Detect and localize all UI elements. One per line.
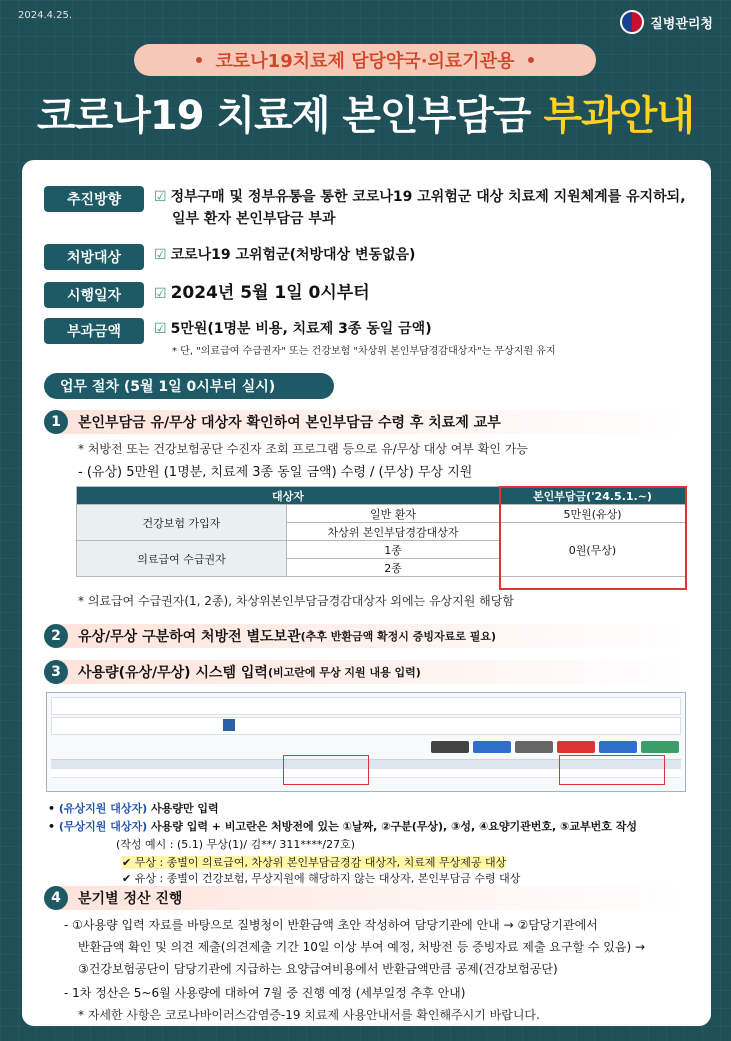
summary-row-amount	[44, 318, 556, 357]
toolbar-button	[473, 741, 511, 753]
summary-text: 2024년 5월 1일 0시부터	[170, 283, 370, 303]
table-cell: 일반 환자	[287, 505, 500, 523]
dot-icon	[528, 57, 534, 63]
toolbar-button	[641, 741, 679, 753]
step1-footnote: * 의료급여 수급권자(1, 2종), 차상위본인부담금경감대상자 외에는 유상지원 해당함	[78, 594, 514, 608]
step4-note: * 자세한 사항은 코로나바이러스감염증-19 치료제 사용안내서를 확인해주시기 바랍니다.	[78, 1008, 540, 1022]
procedure-title: 업무 절차 (5월 1일 0시부터 실시)	[44, 373, 334, 399]
check-line-paid: ✔ 유상 : 종별이 건강보험, 무상지원에 해당하지 않는 대상자, 본인부담금 수령 대상	[122, 872, 521, 885]
filter-bar	[51, 697, 681, 715]
content-card	[22, 160, 711, 1026]
step-title-small: (비고란에 무상 지원 내용 입력)	[267, 666, 421, 679]
step1-note: * 처방전 또는 건강보험공단 수진자 조회 프로그램 등으로 유/무상 대상 여부 확인 가능	[78, 442, 528, 456]
summary-text: 5만원(1명분 비용, 치료제 3종 동일 금액)	[170, 321, 432, 337]
check-icon: ☑	[154, 247, 167, 263]
summary-note: * 단, "의료급여 수급권자" 또는 건강보험 "차상위 본인부담경감대상자"는 무상지원 유지	[172, 346, 556, 357]
summary-text: 정부구매 및 정부유통을 통한 코로나19 고위험군 대상 치료제 지원체계를 유지하되,	[170, 189, 686, 205]
bullet-free: • (무상지원 대상자) 사용량 입력 + 비고란은 처방전에 있는 ①날짜, ②구분(무상), ③성, ④요양기관번호, ⑤교부번호 작성	[48, 820, 637, 833]
step4-line: - 1차 정산은 5~6월 사용량에 대하여 7월 중 진행 예정 (세부일정 추후 안내)	[64, 986, 466, 1000]
step-title: 사용량(유상/무상) 시스템 입력	[78, 665, 268, 681]
toolbar-button	[557, 741, 595, 753]
check-line-free	[122, 854, 506, 870]
table-header: 대상자	[77, 487, 500, 505]
page-title	[0, 84, 731, 141]
summary-row-target	[44, 244, 415, 270]
system-screenshot	[46, 692, 686, 792]
summary-text: 코로나19 고위험군(처방대상 변동없음)	[170, 247, 416, 263]
step-number: 1	[44, 410, 68, 434]
copay-highlight-box	[499, 486, 687, 590]
remarks-column-highlight	[559, 755, 665, 785]
summary-label: 추진방향	[44, 186, 144, 212]
bullet-label: (무상지원 대상자)	[58, 820, 148, 833]
bullet-label: (유상지원 대상자)	[58, 802, 148, 815]
bullet-text: 사용량만 입력	[147, 802, 219, 815]
step1-line: - (유상) 5만원 (1명분, 치료제 3종 동일 금액) 수령 / (무상) 무상 지원	[78, 465, 473, 480]
table-cell: 의료급여 수급권자	[77, 541, 287, 577]
step-title-small: (추후 반환금액 확정시 증빙자료로 필요)	[300, 630, 496, 643]
step-number: 2	[44, 624, 68, 648]
table-cell: 5만원(유상)	[500, 505, 686, 523]
step-number: 4	[44, 886, 68, 910]
date: 2024.4.25.	[18, 10, 73, 21]
step-4	[44, 886, 684, 910]
table-cell: 차상위 본인부담경감대상자	[287, 523, 500, 541]
title-highlight: 부과안내	[543, 93, 695, 139]
step-title: 유상/무상 구분하여 처방전 별도보관	[78, 629, 301, 645]
toolbar-button	[431, 741, 469, 753]
step4-line: ③건강보험공단이 담당기관에 지급하는 요양급여비용에서 반환금액만큼 공제(건강보험공단)	[78, 962, 558, 976]
check-text: ✔ 무상 : 종별이 의료급여, 차상위 본인부담금경감 대상자, 치료제 무상제공 대상	[122, 856, 507, 869]
step4-line: - ①사용량 입력 자료를 바탕으로 질병청이 반환금액 초안 작성하여 담당기관에 안내 → ②담당기관에서	[64, 918, 598, 932]
summary-row-direction	[44, 186, 686, 230]
dot-icon	[196, 57, 202, 63]
step-title: 분기별 정산 진행	[78, 891, 183, 907]
table-cell: 0원(무상)	[500, 523, 686, 577]
step-2	[44, 624, 684, 648]
summary-label: 처방대상	[44, 244, 144, 270]
summary-label: 부과금액	[44, 318, 144, 344]
summary-text: 일부 환자 본인부담금 부과	[172, 211, 336, 227]
step-title: 본인부담금 유/무상 대상자 확인하여 본인부담금 수령 후 치료제 교부	[78, 415, 501, 431]
subtitle-text: 코로나19치료제 담당약국·의료기관용	[215, 51, 515, 72]
summary-row-date	[44, 282, 370, 308]
agency-logo	[620, 10, 713, 34]
step-number: 3	[44, 660, 68, 684]
subtitle-banner	[134, 44, 596, 76]
toolbar-button	[515, 741, 553, 753]
toolbar-buttons	[431, 741, 679, 753]
table-cell: 1종	[287, 541, 500, 559]
bullet-text: 사용량 입력 + 비고란은 처방전에 있는 ①날짜, ②구분(무상), ③성, ④요양기관번호, ⑤교부번호 작성	[147, 820, 637, 833]
step4-line: 반환금액 확인 및 의견 제출(의견제출 기간 10일 이상 부여 예정, 처방전 등 증빙자료 제출 요구할 수 있음) →	[78, 940, 646, 954]
toolbar-button	[599, 741, 637, 753]
check-icon: ☑	[154, 321, 167, 337]
check-icon: ☑	[154, 286, 167, 302]
bullet-paid: • (유상지원 대상자) 사용량만 입력	[48, 802, 219, 815]
usage-column-highlight	[283, 755, 369, 785]
check-icon: ☑	[154, 189, 167, 205]
table-header: 본인부담금('24.5.1.~)	[500, 487, 686, 505]
table-cell: 건강보험 가입자	[77, 505, 287, 541]
government-emblem-icon	[620, 10, 644, 34]
filter-bar	[51, 717, 681, 735]
summary-label: 시행일자	[44, 282, 144, 308]
table-cell: 2종	[287, 559, 500, 577]
step-3	[44, 660, 684, 684]
step-1	[44, 410, 684, 434]
title-main: 코로나19 치료제 본인부담금	[36, 93, 544, 139]
search-icon	[223, 719, 235, 731]
agency-name: 질병관리청	[650, 16, 713, 32]
example-text: (작성 예시 : (5.1) 무상(1)/ 김**/ 311****/27호)	[116, 838, 356, 851]
